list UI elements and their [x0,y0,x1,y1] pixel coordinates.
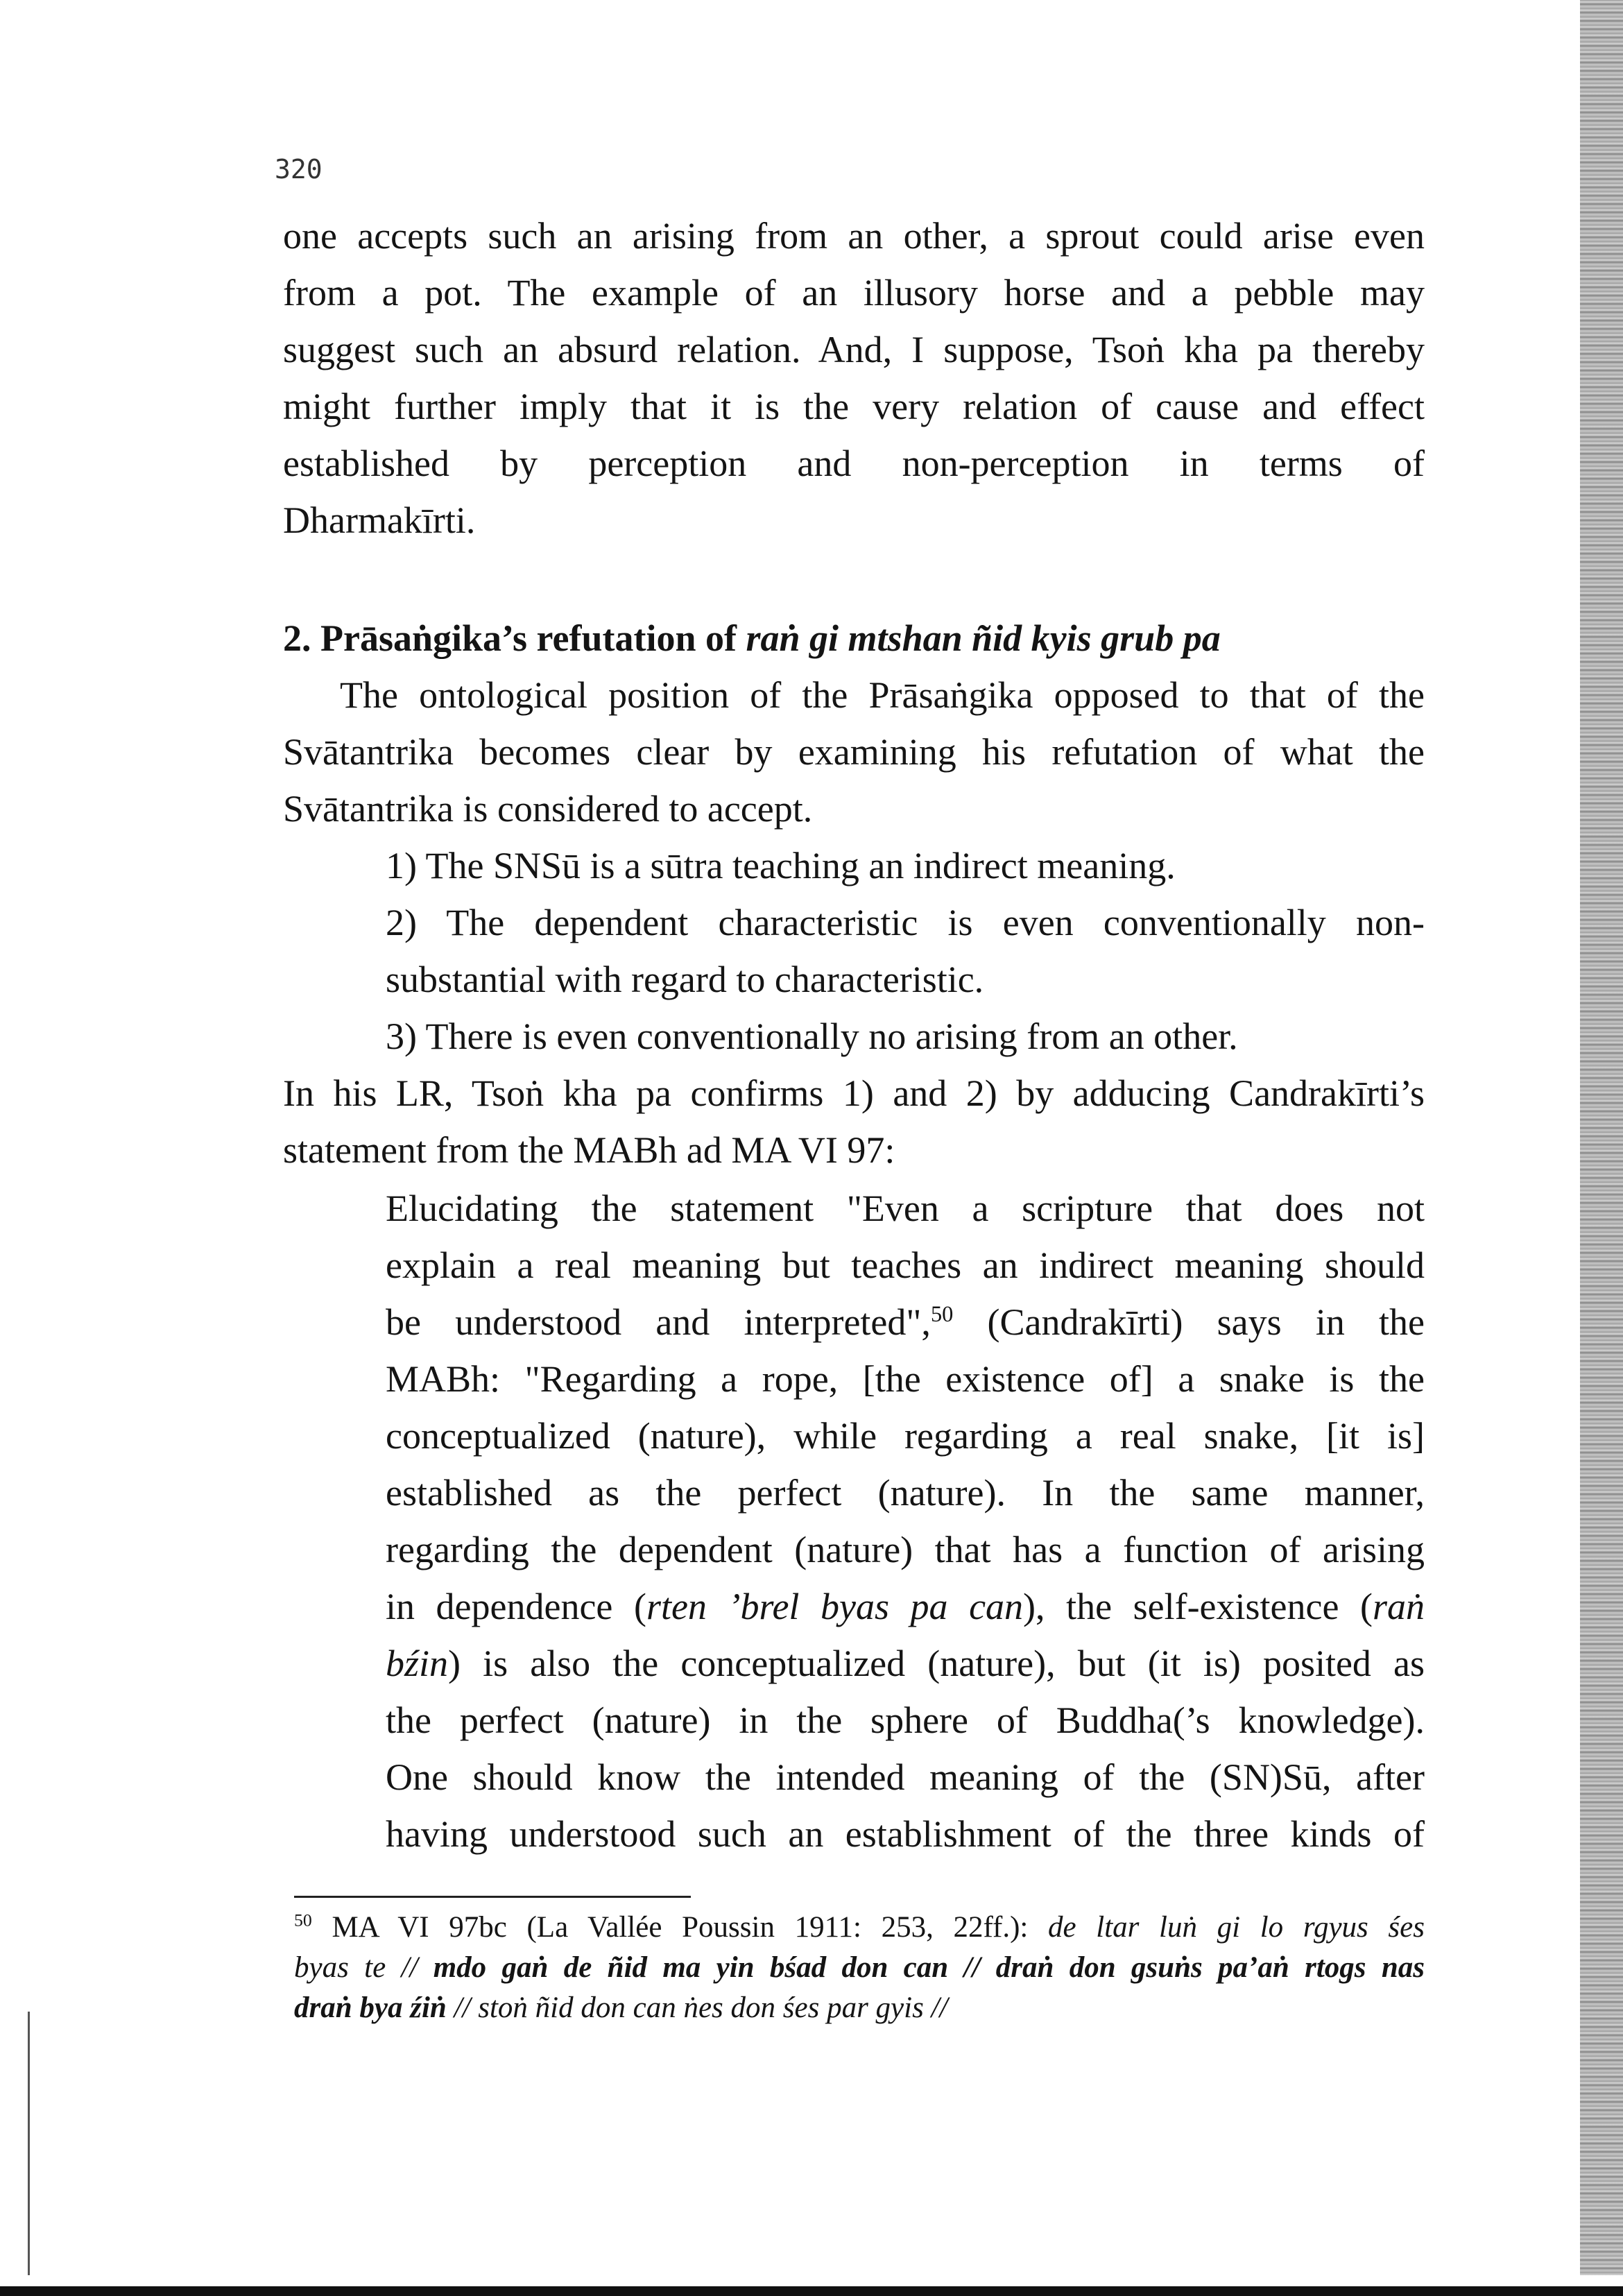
quote-line: the perfect (nature) in the sphere of Buddha(’s knowledge). [386,1699,1425,1741]
quote-line [386,1579,1425,1634]
quote-line: MABh: "Regarding a rope, [the existence of] a snake is the [386,1358,1425,1400]
body-line: In his LR, Tsoṅ kha pa confirms 1) and 2) by adducing Candrakīrti’s [283,1072,1425,1114]
tibetan-term: byas te // [294,1951,433,1984]
list-item: 2) The dependent characteristic is even conventionally non- [386,902,1425,943]
quote-text: in dependence ( [386,1586,646,1627]
body-line: Dharmakīrti. [283,499,476,541]
list-item: substantial with regard to characteristic. [386,959,984,1000]
section-heading-term: raṅ gi mtshan ñid kyis grub pa [746,617,1221,659]
tibetan-term: raṅ [1372,1586,1425,1627]
quote-text: ), the self-existence ( [1023,1586,1373,1627]
quote-line: regarding the dependent (nature) that has a function of arising [386,1529,1425,1570]
tibetan-term: de ltar luṅ gi lo rgyus śes [1048,1911,1425,1944]
quote-line: established as the perfect (nature). In the same manner, [386,1472,1425,1514]
quote-text: (Candrakīrti) says in the [953,1301,1425,1343]
footnote-line [294,1988,1425,2028]
quote-line [386,1294,1425,1350]
quote-line: Elucidating the statement "Even a scripture that does not [386,1188,1425,1229]
body-line: established by perception and non-perception in terms of [283,443,1425,484]
body-line: Svātantrika becomes clear by examining his refutation of what the [283,731,1425,773]
quote-text: be understood and interpreted", [386,1301,931,1343]
quote-line: conceptualized (nature), while regarding a real snake, [it is] [386,1415,1425,1457]
list-item: 1) The SNSū is a sūtra teaching an indirect meaning. [386,845,1176,886]
body-line: Svātantrika is considered to accept. [283,788,813,830]
scan-edge-shadow [1580,0,1623,2275]
tibetan-term: rten ’brel byas pa can [646,1586,1024,1627]
footnote-line [294,1908,1425,1948]
body-line: one accepts such an arising from an other, a sprout could arise even [283,215,1425,257]
body-line: from a pot. The example of an illusory horse and a pebble may [283,272,1425,314]
footnote-text: MA VI 97bc (La Vallée Poussin 1911: 253, 22ff.): [311,1911,1049,1944]
scan-left-mark [28,2012,30,2275]
section-heading [283,610,1425,666]
footnote-rule [294,1896,691,1898]
quote-line: having understood such an establishment of the three kinds of [386,1813,1425,1855]
quote-line: One should know the intended meaning of the (SN)Sū, after [386,1756,1425,1798]
tibetan-term: draṅ bya źiṅ [294,1991,447,2024]
tibetan-term: // stoṅ ñid don can ṅes don śes par gyis // [446,1991,948,2024]
tibetan-term: mdo gaṅ de ñid ma yin bśad don can // draṅ don gsuṅs pa’aṅ rtogs nas [433,1951,1425,1984]
quote-line [386,1636,1425,1691]
list-item: 3) There is even conventionally no arising from an other. [386,1016,1238,1057]
section-heading-text: 2. Prāsaṅgika’s refutation of [283,617,746,659]
tibetan-term: bźin [386,1643,449,1684]
scan-bottom-edge [0,2286,1623,2296]
footnote-marker: 50 [930,1302,954,1327]
quote-line: explain a real meaning but teaches an indirect meaning should [386,1244,1425,1286]
footnote-number: 50 [294,1910,312,1930]
quote-text: ) is also the conceptualized (nature), but (it is) posited as [448,1643,1425,1684]
body-line: suggest such an absurd relation. And, I suppose, Tsoṅ kha pa thereby [283,329,1425,370]
body-line: statement from the MABh ad MA VI 97: [283,1129,895,1171]
body-line: The ontological position of the Prāsaṅgika opposed to that of the [340,674,1425,716]
footnote-line [294,1948,1425,1988]
page-number: 320 [275,154,323,185]
body-line: might further imply that it is the very relation of cause and effect [283,386,1425,427]
